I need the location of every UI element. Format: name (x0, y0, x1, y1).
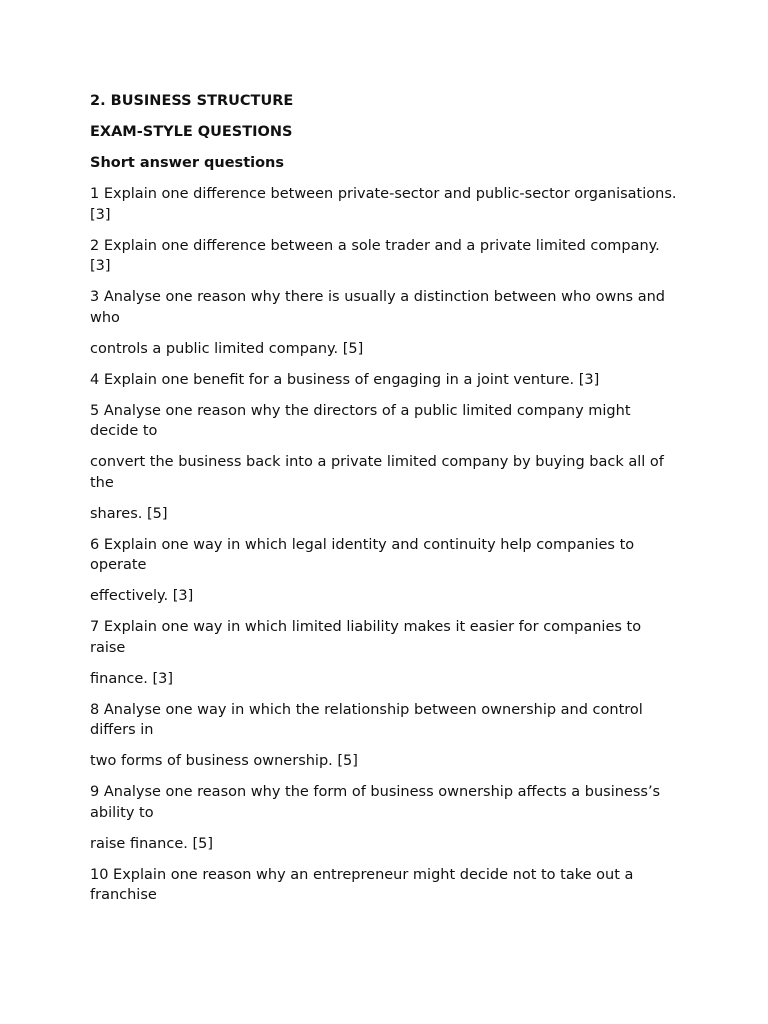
document-body (90, 91, 680, 916)
subsection-title: Short answer questions (90, 155, 285, 171)
section-title: EXAM-STYLE QUESTIONS (90, 124, 293, 140)
question-5-line-2: convert the business back into a private limited company by buying back all of the (90, 454, 664, 491)
question-6-line-2: effectively. [3] (90, 588, 194, 604)
question-3-line-1: 3 Analyse one reason why there is usually a distinction between who owns and who (90, 289, 666, 326)
question-10-line-1: 10 Explain one reason why an entrepreneur might decide not to take out a franchise (90, 866, 634, 903)
question-8-line-1: 8 Analyse one way in which the relationship between ownership and control differs in (90, 701, 643, 738)
question-1: 1 Explain one difference between private-sector and public-sector organisations. [3] (90, 186, 677, 223)
question-8-line-2: two forms of business ownership. [5] (90, 753, 358, 769)
question-6-line-1: 6 Explain one way in which legal identity and continuity help companies to operate (90, 536, 635, 573)
question-5-line-1: 5 Analyse one reason why the directors of a public limited company might decide to (90, 402, 631, 439)
question-2: 2 Explain one difference between a sole trader and a private limited company. [3] (90, 237, 660, 274)
question-5-line-3: shares. [5] (90, 505, 168, 522)
question-7-line-2: finance. [3] (90, 670, 174, 687)
question-4: 4 Explain one benefit for a business of engaging in a joint venture. [3] (90, 371, 600, 388)
chapter-title: 2. BUSINESS STRUCTURE (90, 93, 294, 109)
question-9-line-1: 9 Analyse one reason why the form of business ownership affects a business’s ability to (90, 784, 661, 821)
question-7-line-1: 7 Explain one way in which limited liability makes it easier for companies to raise (90, 619, 642, 656)
question-9-line-2: raise finance. [5] (90, 835, 214, 852)
question-3-line-2: controls a public limited company. [5] (90, 340, 364, 357)
